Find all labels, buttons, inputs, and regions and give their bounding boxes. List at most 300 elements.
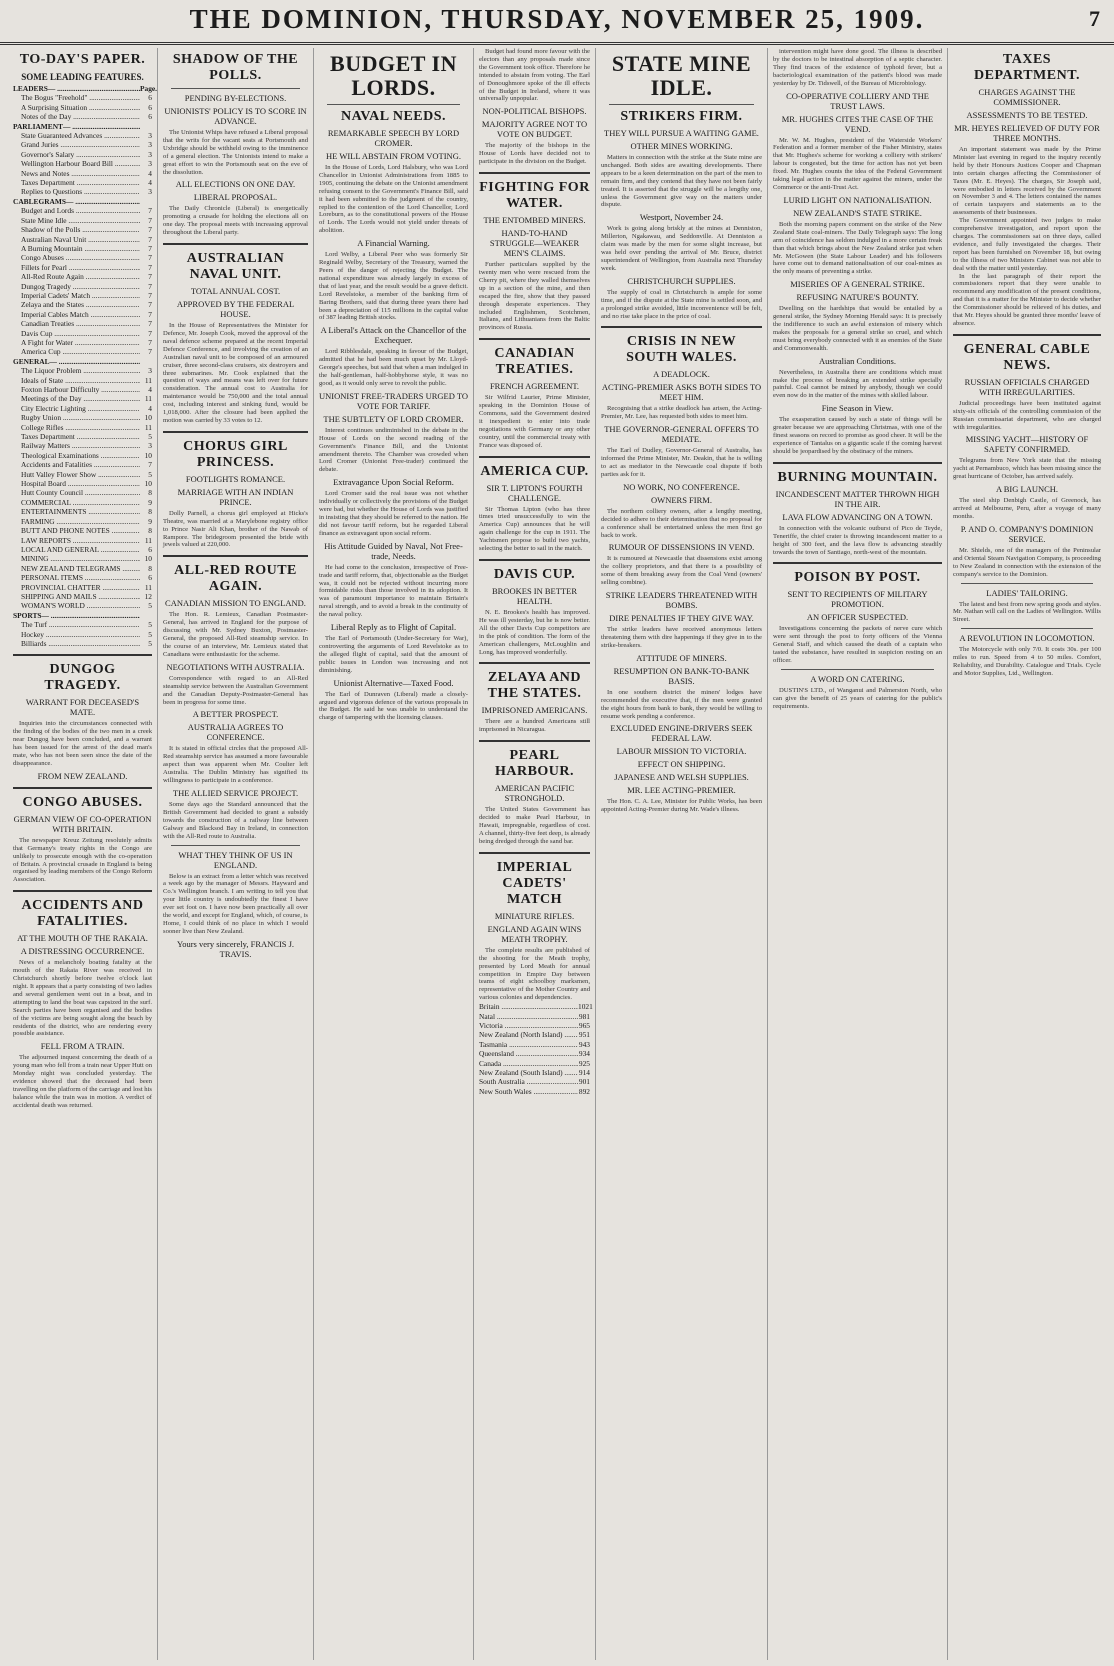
index-entry-value: 6 <box>148 112 152 122</box>
crisis-text6: The northern colliery owners, after a lengthy meeting, decided to adhere to their determination that no proposal for a conference shall be entertained unless the men first go back to work. <box>601 507 762 539</box>
index-entry <box>13 253 152 262</box>
divider <box>163 555 308 557</box>
davis-heading: DAVIS CUP. <box>493 567 576 582</box>
crisis-text5: The Earl of Dudley, Governor-General of Australia, has informed the Prime Minister, Mr. Deakin, that he is willing to act as mediator in the Newcastle coal dispute if both parties ask for it. <box>601 447 762 478</box>
index-entry-label: Budget and Lords ..... <box>21 206 140 215</box>
index-entry-value: 8 <box>148 563 152 573</box>
index-entry-label: The Bogus "Freehold" ..... <box>21 93 140 102</box>
index-entry-label: State Guaranteed Advances ..... <box>21 131 140 140</box>
index-entry-label: LOCAL AND GENERAL ..... <box>21 545 140 554</box>
column-5 <box>596 48 768 1660</box>
chorus-text: Dolly Parnell, a chorus girl employed at Hicks's Theatre, was married at a Marylebone registry office to Prince Nasir Ali Khan, brother of the Nawab of Rampore. The bridegroom presented the bride with jewels valued at 220,000. <box>163 509 308 549</box>
todays-paper-heading: TO-DAY'S PAPER. <box>19 52 146 67</box>
revolution-sub: A REVOLUTION IN LOCOMOTION. <box>959 633 1095 644</box>
divider <box>773 562 942 564</box>
index-entry-value: 7 <box>148 225 152 235</box>
budget-text5: Lord Cromer said the real issue was not whether individually or collectively the provisions of the Budget were bad, but whether the House of Lords was justified in insisting that they should be referred to the nation. He did not favour tariff reform, but he regarded Liberal finance as extravagant upon social reform. <box>319 490 468 537</box>
col6-text7: In connection with the volcanic outburst of Pico de Teyde, Teneriffe, the chief crater is throwing incandescent matter to a height of 300 feet, and the lava flow is advancing steadily towards the town of Santiago, north-west of the mountain. <box>773 524 942 556</box>
index-entry <box>13 611 152 620</box>
divider <box>479 456 590 458</box>
rule <box>171 88 300 89</box>
rumour-sub: RUMOUR OF DISSENSIONS IN VEND. <box>608 542 755 553</box>
score-row-label: Natal ..... <box>479 1012 578 1021</box>
think-sub: WHAT THEY THINK OF US IN ENGLAND. <box>178 849 293 870</box>
index-entry-value <box>140 357 152 366</box>
score-row <box>479 1012 590 1021</box>
index-entry-label: The Turf ..... <box>21 620 140 629</box>
alternative-sub: Unionist Alternative—Taxed Food. <box>333 677 454 688</box>
divider <box>479 559 590 561</box>
pursue-sub: THEY WILL PURSUE A WAITING GAME. <box>604 128 759 138</box>
index-entry-value: 7 <box>148 300 152 310</box>
index-entry-label: College Rifles ..... <box>21 423 140 432</box>
crisis-text10: The Hon. C. A. Lee, Minister for Public Works, has been appointed Acting-Premier during Mr. Wade's illness. <box>601 798 762 814</box>
col6-text6: The exasperation caused by such a state of things will be greater because we are approaching Christmas, with one of the finest seasons on record to promise as good cheer. It will be the experience of Tantalus on a gigantic scale if the coming harvest should be jeopardised by the obstinacy of the miners. <box>773 416 942 455</box>
other-mines-sub: OTHER MINES WORKING. <box>630 141 733 151</box>
index-entry <box>13 263 152 272</box>
governor-sub: THE GOVERNOR-GENERAL OFFERS TO MEDIATE. <box>604 424 759 445</box>
davis-text: N. E. Brookes's health has improved. He was ill yesterday, but he is now better. All the other Davis Cup competitors are in the pink of condition. The form of the American challengers, McLoughlin and Long, has improved wonderfully. <box>479 609 590 656</box>
score-row <box>479 1077 590 1086</box>
financial-sub: A Financial Warning. <box>357 238 430 249</box>
index-entry <box>13 347 152 356</box>
naval-unit-sub2: APPROVED BY THE FEDERAL HOUSE. <box>176 299 295 320</box>
index-entry <box>13 235 152 244</box>
index-entry-value: 11 <box>144 582 152 592</box>
rakaia-subheading: AT THE MOUTH OF THE RAKAIA. <box>17 933 148 944</box>
taxes-text3: In the last paragraph of their report the commissioners report that they were unable to recommend any modification of the present conditions, and that it is a matter for the Minister to decide whether the Commissioner should be relieved of his duties, and that Mr. Heyes should be granted three months' leave of absence. <box>953 272 1101 327</box>
index-entry-label: Ideals of State ..... <box>21 376 140 385</box>
index-entry <box>13 498 152 507</box>
crisis-text4: Recognising that a strike deadlock has arisen, the Acting-Premier, Mr. Lee, has requested both sides to meet him. <box>601 405 762 421</box>
liberal2-sub: Liberal Reply as to Flight of Capital. <box>330 622 457 633</box>
index-entry-label: America Cup ..... <box>21 347 140 356</box>
score-row-label: New Zealand (South Island) ..... <box>479 1068 578 1077</box>
sent-sub: SENT TO RECIPIENTS OF MILITARY PROMOTION. <box>787 589 928 610</box>
naval-needs-heading: NAVAL NEEDS. <box>340 109 447 124</box>
index-entry-value: 6 <box>148 93 152 103</box>
index-entry <box>13 159 152 168</box>
index-entry <box>13 441 152 450</box>
divider <box>13 787 152 789</box>
owners-sub: OWNERS FIRM. <box>651 494 712 505</box>
rule <box>171 845 300 846</box>
crisis-text8: The strike leaders have received anonymous letters threatening them with dire happenings if they give in to the strike-breakers. <box>601 626 762 649</box>
america-text: Sir Thomas Lipton (who has three times tried unsuccessfully to win the America Cup) announces that he will again challenge for the cup in 1911. The Yachtsmen propose to build two yachts, selecting the better to sail in the match. <box>479 505 590 553</box>
divider <box>479 172 590 174</box>
index-entry <box>13 131 152 140</box>
divider <box>163 243 308 245</box>
index-entry-label: Billiards ..... <box>21 639 140 648</box>
index-entry <box>13 451 152 460</box>
index-entry-value: 3 <box>148 441 152 451</box>
threat-sub: STRIKE LEADERS THREATENED WITH BOMBS. <box>605 590 758 611</box>
index-entry-label: Imperial Cables Match ..... <box>21 310 140 319</box>
index-entry-label: Imperial Cadets' Match ..... <box>21 291 140 300</box>
divider <box>479 662 590 664</box>
incandescent-sub: INCANDESCENT MATTER THROWN HIGH IN THE AIR. <box>775 488 940 509</box>
index-entry-value <box>140 122 152 131</box>
index-entry-value: 3 <box>148 140 152 150</box>
score-row-value: 951 <box>578 1030 590 1040</box>
po-sub: P. AND O. COMPANY'S DOMINION SERVICE. <box>960 523 1094 544</box>
index-entry <box>13 272 152 281</box>
miners-sub: ATTITUDE OF MINERS. <box>636 652 727 663</box>
liberal-sub: A Liberal's Attack on the Chancellor of the Exchequer. <box>320 325 467 346</box>
score-row <box>479 1087 590 1096</box>
dungog-text: Inquiries into the circumstances connected with the finding of the bodies of the two men in a creek near Dungog have been concluded, and a warrant has been issued for the arrest of the dead man's mate, who has not been seen since the date of the disappearance. <box>13 720 152 767</box>
index-entry-value: 10 <box>144 413 152 423</box>
index-entry-label: Zelaya and the States ..... <box>21 300 140 309</box>
index-entry-label: Hutt County Council ..... <box>21 488 140 497</box>
score-row <box>479 1040 590 1049</box>
bounty-sub: REFUSING NATURE'S BOUNTY. <box>796 292 919 303</box>
allied-sub: THE ALLIED SERVICE PROJECT. <box>172 787 299 798</box>
index-entry-label: A Burning Mountain ..... <box>21 244 140 253</box>
col6-text5: Nevertheless, in Australia there are conditions which must make the process of breaking an extended strike specially painful. Coal cannot be mined by anybody, though we could even now do in the matter of the mines with skilled labour. <box>773 368 942 400</box>
catering-sub: A WORD ON CATERING. <box>810 673 905 684</box>
score-row <box>479 1030 590 1039</box>
score-row-label: Queensland ..... <box>479 1049 578 1058</box>
index-entry-label: Shadow of the Polls ..... <box>21 225 140 234</box>
index-entry <box>13 103 152 112</box>
motorcycle-ad: The Motorcycle with only 7/0. It costs 30s. per 100 miles to run. Speed from 4 to 50 miles. Comfort, Reliability, and Durability. Catalogue and Trials. Cycle and Motor Supplies, Ltd., Wellington. <box>953 646 1101 677</box>
officer-sub: AN OFFICER SUSPECTED. <box>806 612 909 623</box>
page-number: 7 <box>1089 6 1100 31</box>
index-entry <box>13 291 152 300</box>
crisis-text9: In one southern district the miners' lodges have recommended the executive that, if the men were granted the eight hours from bank to bank, they would be willing to resume work pending a conference. <box>601 688 762 720</box>
index-entry <box>13 366 152 375</box>
attitude-sub: His Attitude Guided by Naval, Not Free-trade, Needs. <box>324 540 463 561</box>
col6-text4: Dwelling on the hardships that would be entailed by a general strike, the Sydney Morning Herald says: It is precisely the indifference to such an awful extension of misery which makes the proposals for a general strike so cruel, and which must bring everybody connected with it as enemies of the State and Commonwealth. <box>773 305 942 352</box>
migration-sub: LABOUR MISSION TO VICTORIA. <box>616 746 747 757</box>
index-entry-label: PROVINCIAL CHATTER ..... <box>21 583 140 592</box>
bishops-text: The majority of the bishops in the House of Lords have decided not to participate in the division on the Budget. <box>479 142 590 166</box>
index-entry-value: 7 <box>148 347 152 357</box>
index-entry-value: 11 <box>144 394 152 404</box>
index-entry-value: 3 <box>148 187 152 197</box>
index-entry-label: Notes of the Day ..... <box>21 112 140 121</box>
index-entry-label: COMMERCIAL ..... <box>21 498 140 507</box>
index-entry-label: GENERAL— ..... <box>13 357 140 366</box>
budget-text4: Interest continues undiminished in the debate in the House of Lords on the second reading of the Government's Finance Bill, and the Unionist amendment thereto. The Chamber was crowded when Lord Cromer (Unionist Free-trader) continued the debate. <box>319 426 468 474</box>
score-row-value: 892 <box>578 1086 590 1096</box>
taxes-heading: TAXES DEPARTMENT. <box>974 52 1080 83</box>
score-row-label: South Australia ..... <box>479 1077 578 1086</box>
miseries-sub: MISERIES OF A GENERAL STRIKE. <box>790 279 925 290</box>
budget-text2: Lord Welby, a Liberal Peer who was formerly Sir Reginald Welby, Secretary of the Treasury, warned the Peers of the danger of rejecting the Budget. The national expenditure was already largely in excess of that of last year, and the result would be a grave deficit. Lord Revelstoke, a member of the banking firm of Baring Brothers, said that during three years there had been a depreciation of 115 millions in the capital value of 387 leading British stocks. <box>319 251 468 322</box>
index-entry-value: 8 <box>148 526 152 536</box>
index-entry-value: 7 <box>148 243 152 253</box>
index-entry <box>13 432 152 441</box>
index-entry <box>13 601 152 610</box>
dustin-ad: DUSTIN'S LTD., of Wanganui and Palmerston North, who can give the benefit of 25 years of catering for the public's requirements. <box>773 686 942 710</box>
column-6 <box>768 48 948 1660</box>
index-entry <box>13 460 152 469</box>
index-entry-label: Dungog Tragedy ..... <box>21 282 140 291</box>
index-entry-label: Grand Juries ..... <box>21 140 140 149</box>
season-sub: Fine Season in View. <box>821 403 894 414</box>
bishops-sub: NON-POLITICAL BISHOPS. <box>482 106 587 117</box>
index-entry-value: 7 <box>148 319 152 329</box>
index-entry-value: 5 <box>148 432 152 442</box>
index-entry-value: Page. <box>140 84 158 93</box>
zelaya-text: There are a hundred Americans still imprisoned in Nicaragua. <box>479 718 590 734</box>
index-entry-label: Congo Abuses ..... <box>21 253 140 262</box>
index-entry-label: Australian Naval Unit ..... <box>21 235 140 244</box>
crisis-heading: CRISIS IN NEW SOUTH WALES. <box>626 334 737 366</box>
index-entry <box>13 517 152 526</box>
index-entry <box>13 404 152 413</box>
columns <box>8 48 1106 1660</box>
index-entry-value: 11 <box>144 422 152 432</box>
score-row-label: New South Wales ..... <box>479 1087 578 1096</box>
divider <box>13 654 152 656</box>
index-entry <box>13 338 152 347</box>
index-entry <box>13 573 152 582</box>
column-4 <box>474 48 596 1660</box>
index-entry-label: SHIPPING AND MAILS ..... <box>21 592 140 601</box>
taxes-text2: The Government appointed two judges to make comprehensive investigation, and report upon the charges. The commissioners sat on three days, called evidence, and fully investigated the charges. Their report has been furnished on November 18, but owing to the illness of two Ministers Cabinet was not able to deal with the matter until yesterday. <box>953 217 1101 272</box>
cable-text4: Judicial proceedings have been instituted against sixty-six officials of the controlling commission of the Russian commissariat department, who are charged with irregularities. <box>953 399 1101 431</box>
think-signature: Yours very sincerely, FRANCIS J. TRAVIS. <box>176 938 295 959</box>
index-entry-value: 7 <box>148 206 152 216</box>
divider <box>13 890 152 892</box>
crisis-text7: It is rumoured at Newcastle that dissensions exist among the colliery proprietors, and that there is a possibility of some of them breaking away from the Coal Vend (owners' selling combine). <box>601 555 762 587</box>
japanese-sub: JAPANESE AND WELSH SUPPLIES. <box>614 772 749 783</box>
divider <box>479 740 590 742</box>
canadian-text: Sir Wilfrid Laurier, Prime Minister, speaking in the Dominion House of Commons, said the Government desired it inexpedient to enter into trade negotiations with Germany or any other country, until the commercial treaty with France was disposed of. <box>479 394 590 449</box>
col6-text8: Investigations concerning the packets of nerve cure which were sent through the post to forty officers of the Vienna General Staff, and which caused the death of a captain who tasted the substance, have resulted in suspicion resting on an officer. <box>773 625 942 665</box>
struggle-sub: HAND-TO-HAND STRUGGLE—WEAKER MEN'S CLAIMS. <box>489 228 580 259</box>
miniature-sub: MINIATURE RIFLES. <box>494 910 575 921</box>
index-entry-value: 7 <box>148 234 152 244</box>
score-row-value: 914 <box>578 1067 590 1077</box>
index-entry-label: A Surprising Situation ..... <box>21 103 140 112</box>
westport-dateline: Westport, November 24. <box>639 212 724 223</box>
launch-sub: A BIG LAUNCH. <box>995 484 1059 495</box>
noconf-sub: NO WORK, NO CONFERENCE. <box>623 481 740 492</box>
pearl-heading: PEARL HARBOUR. <box>494 748 575 780</box>
index-entry-label: PARLIAMENT— ..... <box>13 122 140 131</box>
index-entry-label: WOMAN'S WORLD ..... <box>21 601 140 610</box>
pearl-text: The United States Government has decided to make Pearl Harbour, in Hawaii, impregnable, regardless of cost. A channel, thirty-five feet deep, is already being dredged through the sand bar. <box>479 806 590 845</box>
score-row <box>479 1002 593 1012</box>
mine-text2: Work is going along briskly at the mines at Denniston, Millerton, Ngakawau, and Seddonville. At Denniston a claim was made by the men for some slight increase, but was held over pending the arrival of Mr. Bruce, district superintendent of Wellington, from Australia next Thursday week. <box>601 225 762 272</box>
missing-sub: MISSING YACHT—HISTORY OF SAFETY CONFIRMED. <box>965 434 1089 455</box>
index-entry-label: Railway Matters ..... <box>21 441 140 450</box>
index-entry-label: BUTT AND PHONE NOTES ..... <box>21 526 140 535</box>
naval-unit-sub1: TOTAL ANNUAL COST. <box>190 286 281 297</box>
rule <box>961 628 1093 629</box>
index-entry-label: Wellington Harbour Board Bill ..... <box>21 159 140 168</box>
index-entry <box>13 282 152 291</box>
score-row-value: 981 <box>578 1011 590 1021</box>
acting-sub: ACTING-PREMIER ASKS BOTH SIDES TO MEET HIM. <box>601 382 762 403</box>
score-row-value: 934 <box>578 1049 590 1059</box>
index-entry <box>13 592 152 601</box>
index-entry-value: 4 <box>148 385 152 394</box>
index-entry-value: 6 <box>148 102 152 112</box>
index-entry <box>13 225 152 234</box>
budget-text6: He had come to the conclusion, irrespective of Free-trade and tariff reform, that, objectionable as the Budget was, it could not be rejected without incurring more formidable risks than those involved in its adoption. It was of paramount importance to maintain Britain's naval strength, and to avoid a break in the continuity of the naval policy. <box>319 563 468 619</box>
index-entry <box>13 554 152 563</box>
column-3 <box>314 48 474 1660</box>
score-row-value: 901 <box>578 1077 590 1087</box>
rakaia-subheading-2: A DISTRESSING OCCURRENCE. <box>20 946 145 957</box>
index-entry-value: 7 <box>148 337 152 347</box>
index-entry-value: 7 <box>148 215 152 225</box>
score-row-value: 1021 <box>578 1002 593 1012</box>
water-heading: FIGHTING FOR WATER. <box>479 180 590 212</box>
index-entry-label: Replies to Questions ..... <box>21 187 140 196</box>
budget-text3: Lord Ribblesdale, speaking in favour of the Budget, admitted that he had been much upset by Mr. Lloyd-George's speeches, but said that when a man indulged in the half-gentleman, half-hobbyhorse style, it was no good, as it would only serve to revolt the public. <box>319 348 468 387</box>
index-entry-label: Hospital Board ..... <box>21 479 140 488</box>
budget-text7: The Earl of Portsmouth (Under-Secretary for War), controverting the arguments of Lord Revelstoke as to the alleged flight of capital, said that the amount of public issues in London was increasing and not diminishing. <box>319 635 468 674</box>
accident-text: News of a melancholy boating fatality at the mouth of the Rakaia River was received in Christchurch shortly before twelve o'clock last night. It appears that a party consisting of two ladies and several gentlemen went out in a boat, and in attempting to land the boat was capsized in the surf. Search parties have been organised and the bodies of the victims are being sought along the beach by residents of the district, who are rendering every possible assistance. <box>13 959 152 1038</box>
divider <box>163 431 308 433</box>
index-entry-label: A Fight for Water ..... <box>21 338 140 347</box>
index-entry-value: 10 <box>144 479 152 489</box>
allred-sub: CANADIAN MISSION TO ENGLAND. <box>165 598 306 609</box>
score-row-label: Canada ..... <box>479 1059 578 1068</box>
negotiations-text: Correspondence with regard to an All-Red steamship service between the Australian Government and the Canadian Deputy-Postmaster-General has been in progress for some time. <box>163 674 308 706</box>
score-row <box>479 1049 590 1058</box>
poison-heading: POISON BY POST. <box>794 570 921 586</box>
index-entry-label: Hutt Valley Flower Show ..... <box>21 470 140 479</box>
index-entry-label: The Liquor Problem ..... <box>21 366 140 375</box>
nz-subheading: FROM NEW ZEALAND. <box>37 770 128 781</box>
polls-text2: The Daily Chronicle (Liberal) is energetically promoting a crusade for holding the elections all on one day. The proposal meets with increasing approval throughout the Liberal party. <box>163 205 308 237</box>
dungog-subheading: WARRANT FOR DECEASED'S MATE. <box>25 697 140 718</box>
strikers-heading: STRIKERS FIRM. <box>620 109 743 124</box>
masthead <box>0 0 1114 45</box>
index-entry-label: NEW ZEALAND TELEGRAMS ..... <box>21 564 140 573</box>
divider <box>479 852 590 854</box>
divider <box>479 338 590 340</box>
naval-unit-text: In the House of Representatives the Minister for Defence, Mr. Joseph Cook, moved the approval of the naval defence scheme prepared at the recent Imperial Defence Conference, and involving the creation of an Australian naval unit to be composed of an armoured cruiser, three second-class cruisers, six destroyers and three submarines. Mr. Cook explained that the question of ways and means was left over for future consideration. The annual cost to Australia for maintenance would be 750,000 and the total annual cost, including interest and sinking fund, would be 1,018,000. After the closure had been applied the motion was carried by 33 votes to 12. <box>163 322 308 424</box>
index-entry <box>13 150 152 159</box>
cadets-text: The complete results are published of the shooting for the Meath trophy, presented by Lord Meath for annual competition in Empire Day between teams of eight schoolboy marksmen, representative of the Mother Country and various colonies and dependencies. <box>479 946 590 1002</box>
entombed-sub: THE ENTOMBED MINERS. <box>483 215 586 226</box>
hughes-sub: MR. HUGHES CITES THE CASE OF THE VEND. <box>781 113 934 134</box>
ladies-ad: The latest and best from new spring goods and styles. Mr. Nathan will call on the Ladies of Wellington. Willis Street. <box>953 600 1101 624</box>
index-entry <box>13 385 152 394</box>
masthead-title: THE DOMINION, THURSDAY, NOVEMBER 25, 1909. <box>189 4 925 34</box>
rule <box>609 104 754 105</box>
index-entry <box>13 206 152 215</box>
better-sub: A BETTER PROSPECT. <box>192 709 279 720</box>
chorus-sub: FOOTLIGHTS ROMANCE. <box>185 473 286 484</box>
index-entry-label: News and Notes ..... <box>21 169 140 178</box>
naval-unit-heading: AUSTRALIAN NAVAL UNIT. <box>186 251 285 283</box>
index-entry <box>13 488 152 497</box>
index-entry-value: 8 <box>148 488 152 498</box>
score-row <box>479 1059 590 1068</box>
index-entry <box>13 357 152 366</box>
index-entry <box>13 470 152 479</box>
abstain-sub: HE WILL ABSTAIN FROM VOTING. <box>326 151 461 161</box>
index-entry <box>13 507 152 516</box>
state-mine-heading: STATE MINE IDLE. <box>611 51 752 100</box>
index-entry <box>13 84 158 93</box>
deadlock-sub: A DEADLOCK. <box>653 369 710 380</box>
train-text: The adjourned inquest concerning the death of a young man who fell from a train near Upper Hutt on Monday night was concluded yesterday. The evidence showed that the deceased had been travelling on the platform of the carriage and lost his balance while the train was in motion. A verdict of accidental death was returned. <box>13 1054 152 1109</box>
french-sub: FRENCH AGREEMENT. <box>489 381 580 392</box>
index-entry-label: Canadian Treaties ..... <box>21 319 140 328</box>
index-entry <box>13 112 152 121</box>
index-entry-label: Accidents and Fatalities ..... <box>21 460 140 469</box>
allred-heading: ALL-RED ROUTE AGAIN. <box>174 563 297 595</box>
index-entry-label: LAW REPORTS ..... <box>21 536 140 545</box>
cable-heading: GENERAL CABLE NEWS. <box>963 341 1091 373</box>
index-entry <box>13 536 152 545</box>
index-entry <box>13 394 152 403</box>
index-entry <box>13 140 152 149</box>
index-entry-value: 7 <box>148 460 152 470</box>
index-entry-value: 7 <box>148 272 152 282</box>
index-entry-value: 12 <box>144 591 152 601</box>
index-entry <box>13 310 152 319</box>
allred-text: The Hon. R. Lemieux, Canadian Postmaster-General, has arrived in England for the purpose of discussing with Mr. Sydney Buxton, Postmaster-General, the proposed All-Red steamship service. In the course of an interview, Mr. Lemieux stated that Canadians were enthusiastic for the scheme. <box>163 611 308 658</box>
assessments-sub: ASSESSMENTS TO BE TESTED. <box>966 110 1088 120</box>
remarkable-sub: REMARKABLE SPEECH BY LORD CROMER. <box>327 128 460 148</box>
index-entry-value: 5 <box>148 601 152 611</box>
index-entry-label: ENTERTAINMENTS ..... <box>21 507 140 516</box>
allied-text: Some days ago the Standard announced that the British Government had decided to grant a subsidy towards the construction of a railway line between Galway and Blacksod Bay in Ireland, in connection with the All-Red route to Australia. <box>163 800 308 840</box>
christchurch-sub: CHRISTCHURCH SUPPLIES. <box>627 275 736 286</box>
shipping-sub: EFFECT ON SHIPPING. <box>637 759 726 770</box>
accidents-heading: ACCIDENTS AND FATALITIES. <box>21 898 144 930</box>
index-entry <box>13 122 152 131</box>
divider <box>601 326 762 328</box>
index-entry <box>13 526 152 535</box>
cable-text5: Telegrams from New York state that the missing yacht at Pernambuco, which has been missing since the great hurricane of October, has arrived safely. <box>953 457 1101 481</box>
rule <box>961 583 1093 584</box>
index-entry <box>13 319 152 328</box>
index-entry-value: 5 <box>148 469 152 479</box>
index-entry-value: 3 <box>148 131 152 141</box>
index-entry-value: 10 <box>144 554 152 564</box>
index-entry-value: 9 <box>148 497 152 507</box>
index-entry <box>13 197 152 206</box>
index-entry-label: Foxton Harbour Difficulty ..... <box>21 385 140 394</box>
polls-sub4: LIBERAL PROPOSAL. <box>193 192 278 203</box>
subtlety-sub: THE SUBTLETY OF LORD CROMER. <box>323 413 464 424</box>
budget-text8: The Earl of Dunraven (Liberal) made a closely-argued and vigorous defence of the various proposals in the Budget. He said he was unable to understand the charge of tampering with the licensing clauses. <box>319 690 468 722</box>
train-subheading: FELL FROM A TRAIN. <box>40 1041 125 1052</box>
index-entry-label: SPORTS— ..... <box>13 611 140 620</box>
index-entry-value: 7 <box>148 262 152 272</box>
index-entry-label: State Mine Idle ..... <box>21 216 140 225</box>
index-entry-value <box>140 611 152 620</box>
index-entry-value: 7 <box>148 290 152 300</box>
lurid-sub: LURID LIGHT ON NATIONALISATION. <box>783 194 932 205</box>
budget-text1: In the House of Lords, Lord Halsbury, who was Lord Chancellor in Unionist Administrations from 1885 to 1905, continuing the debate on the Unionist amendment refusing consent to the Government's Finance Bill, said it had been submitted to the judgment of the country, replied to the contention of the Lord Chancellor, Lord Loreburn, as to the constitutional powers of the House of Lords. The Lords would not yield under threats of abolition. <box>319 164 468 235</box>
score-row-value: 925 <box>578 1058 590 1068</box>
rule <box>327 104 460 105</box>
index-entry-label: Taxes Department ..... <box>21 432 140 441</box>
index-entry <box>13 300 152 309</box>
cable-text7: Mr. Shields, one of the managers of the Peninsular and Oriental Steam Navigation Company, is proceeding to New Zealand in connection with the extension of the company's service to the Dominion. <box>953 546 1101 578</box>
index-entry <box>13 93 152 102</box>
index-entry-label: Meetings of the Day ..... <box>21 394 140 403</box>
polls-sub1: PENDING BY-ELECTIONS. <box>184 93 287 103</box>
index-entry-value: 4 <box>148 403 152 413</box>
index-entry-value: 11 <box>144 535 152 545</box>
lee-sub: MR. LEE ACTING-PREMIER. <box>627 785 736 796</box>
extravagance-sub: Extravagance Upon Social Reform. <box>333 477 454 488</box>
